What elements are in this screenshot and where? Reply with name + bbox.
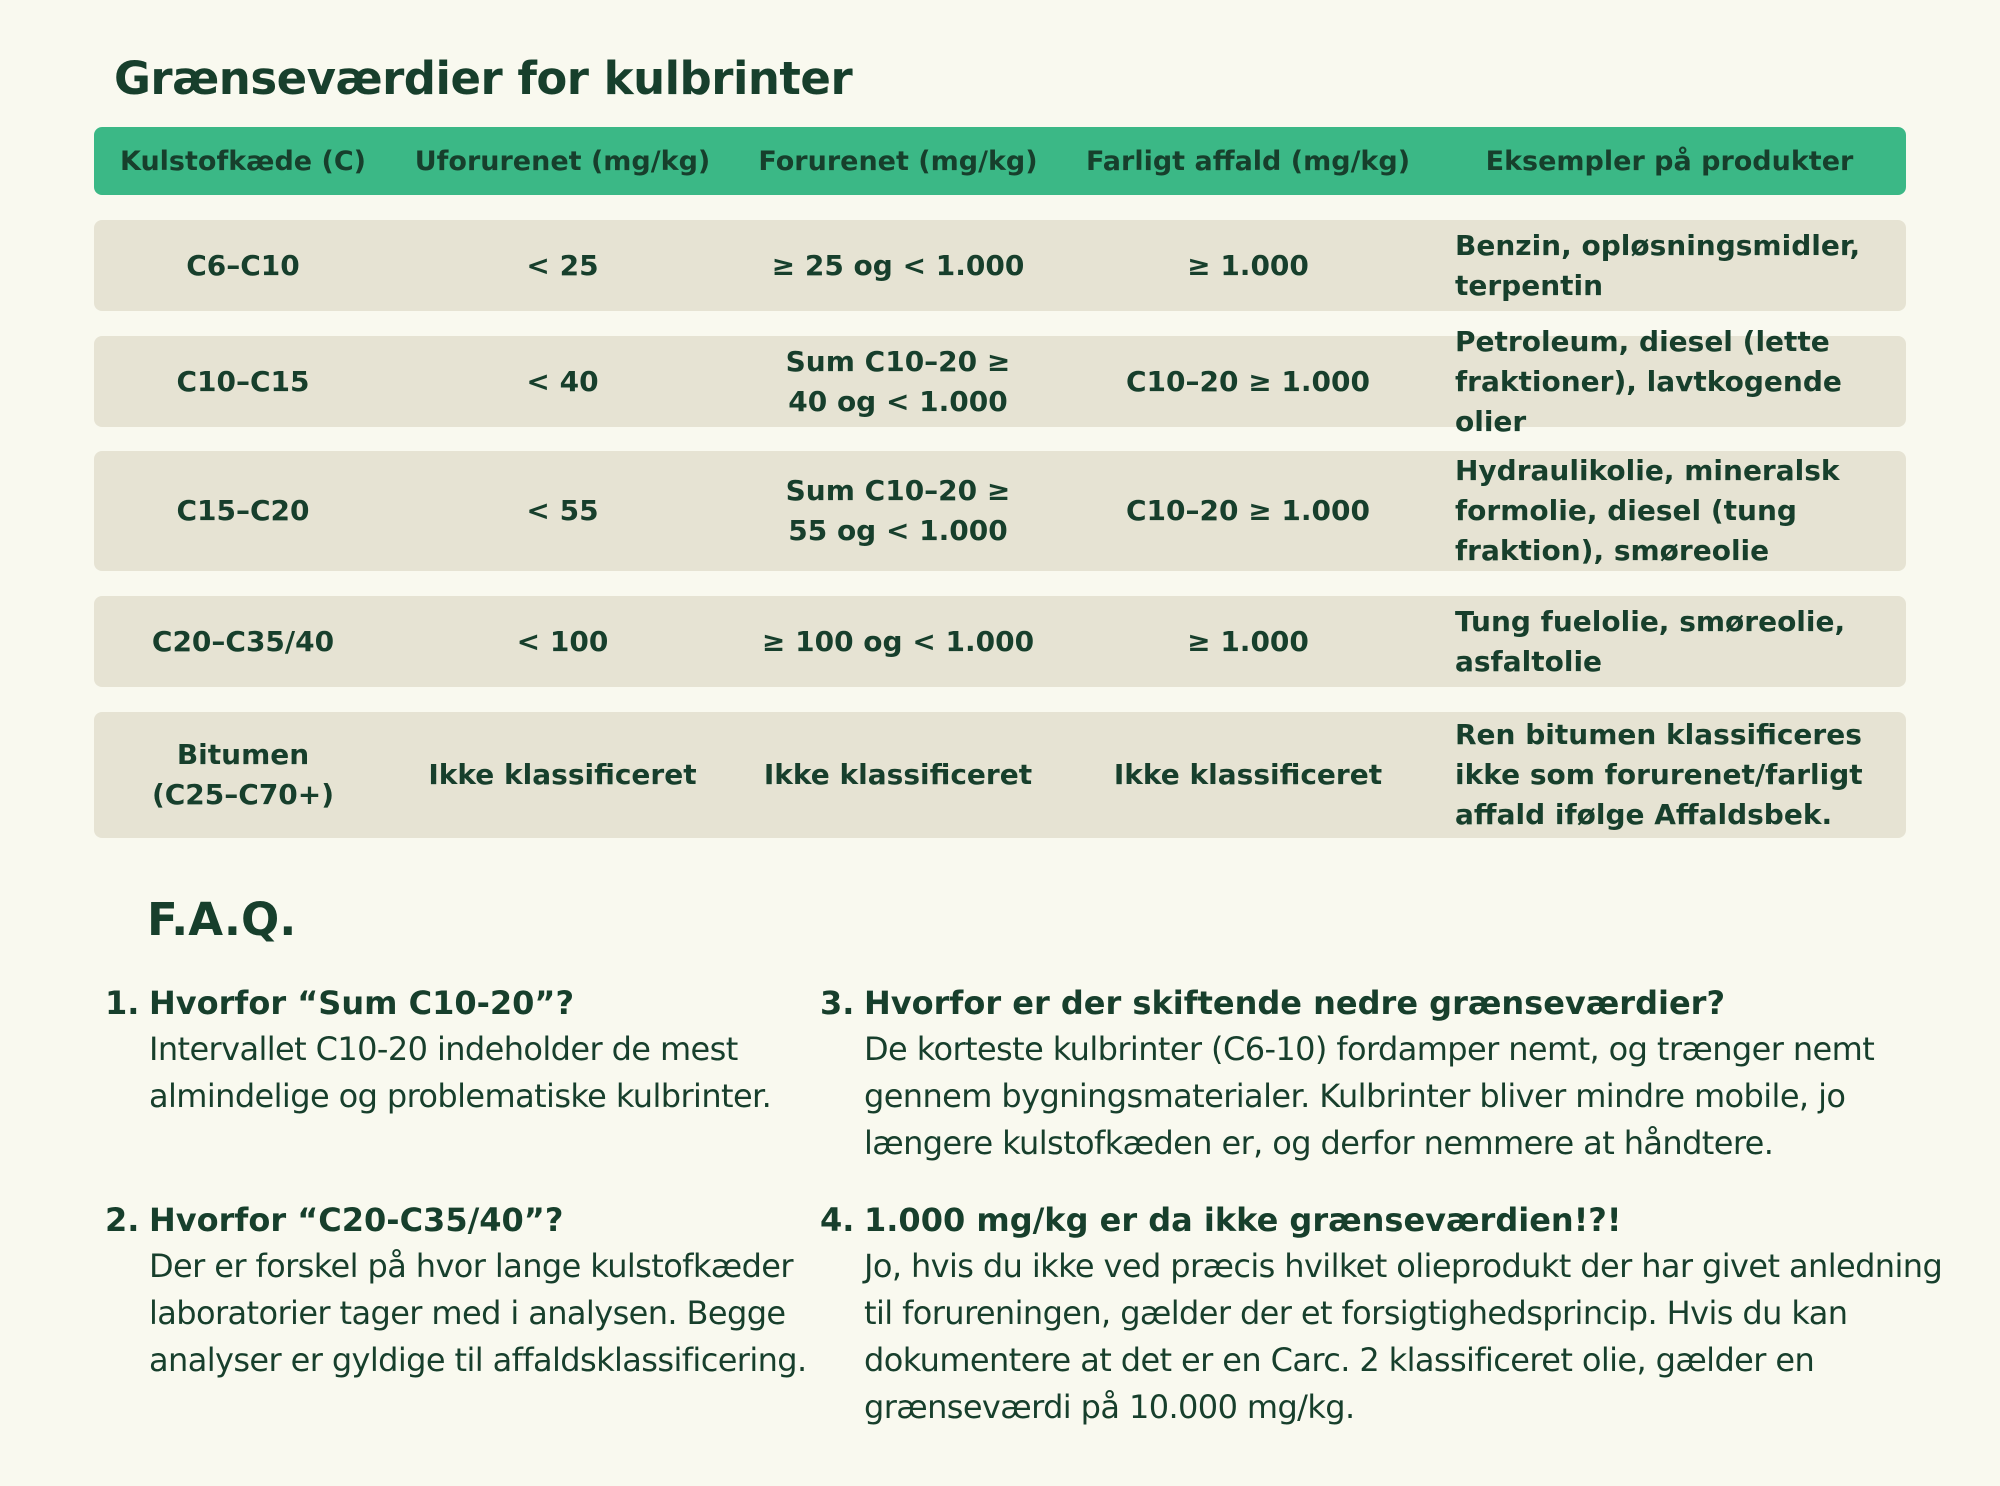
faq-item (105, 980, 825, 1120)
cell-polluted: Ikke klassificeret (763, 758, 1033, 791)
cell-examples: Hydraulikolie, mineralsk formolie, diesel (tung fraktion), smøreolie (1455, 454, 1840, 567)
faq-question (820, 980, 1950, 1026)
cell-hazardous: C10–20 ≥ 1.000 (1125, 364, 1370, 398)
cell-hazardous: ≥ 1.000 (1187, 248, 1309, 282)
cell-polluted: ≥ 100 og < 1.000 (761, 624, 1035, 658)
cell-clean: < 25 (526, 248, 599, 282)
cell-clean: < 55 (526, 494, 599, 527)
faq-question (820, 1197, 1950, 1243)
faq-question-text: Hvorfor “C20-C35/40”? (149, 1201, 564, 1239)
cell-polluted: Sum C10–20 ≥ 40 og < 1.000 (785, 344, 1011, 418)
table-row (94, 712, 1906, 838)
cell-chain: C15–C20 (176, 494, 310, 527)
cell-chain: C10–C15 (176, 364, 310, 398)
header-polluted: Forurenet (mg/kg) (758, 145, 1038, 177)
cell-examples: Benzin, opløsningsmidler, terpentin (1455, 228, 1861, 302)
cell-polluted: ≥ 25 og < 1.000 (771, 248, 1025, 282)
faq-question (105, 980, 825, 1026)
table-header-row (94, 127, 1906, 195)
cell-examples: Tung fuelolie, smøreolie, asfaltolie (1455, 604, 1846, 678)
cell-chain: C6–C10 (186, 248, 300, 282)
faq-question-text: 1.000 mg/kg er da ikke grænseværdien!?! (864, 1201, 1622, 1239)
faq-answer: De korteste kulbrinter (C6-10) fordamper nemt, og trænger nemt gennem bygningsmaterialer. Kulbrinter bliver mindre mobile, jo længere kulstofkæden er, og derfor nemmere at håndtere. (864, 1030, 1875, 1162)
faq-answer: Der er forskel på hvor lange kulstofkæder laboratorier tager med i analysen. Begge analyser er gyldige til affaldsklassificering. (149, 1247, 807, 1379)
cell-polluted: Sum C10–20 ≥ 55 og < 1.000 (785, 474, 1011, 547)
faq-title: F.A.Q. (147, 893, 297, 946)
cell-chain: C20–C35/40 (151, 624, 335, 658)
faq-item (820, 980, 1950, 1167)
faq-answer: Intervallet C10-20 indeholder de mest almindelige og problematiske kulbrinter. (149, 1030, 772, 1115)
table-row (94, 451, 1906, 571)
faq-item (105, 1197, 825, 1384)
table-row (94, 220, 1906, 311)
faq-number: 2. (105, 1201, 140, 1239)
header-clean: Uforurenet (mg/kg) (414, 145, 711, 177)
cell-hazardous: C10–20 ≥ 1.000 (1125, 494, 1370, 527)
cell-chain: Bitumen (C25–C70+) (151, 738, 335, 811)
table-row (94, 596, 1906, 687)
faq-question-text: Hvorfor “Sum C10-20”? (149, 984, 574, 1022)
table-row (94, 324, 1906, 438)
cell-clean: < 100 (516, 624, 609, 658)
faq-number: 4. (820, 1201, 855, 1239)
cell-clean: < 40 (526, 364, 599, 398)
cell-hazardous: ≥ 1.000 (1187, 624, 1309, 658)
faq-question (105, 1197, 825, 1243)
faq-question-text: Hvorfor er der skiftende nedre grænseværdier? (864, 984, 1725, 1022)
page-title: Grænseværdier for kulbrinter (114, 52, 853, 105)
cell-hazardous: Ikke klassificeret (1113, 758, 1383, 791)
faq-number: 3. (820, 984, 855, 1022)
header-examples: Eksempler på produkter (1485, 145, 1854, 177)
faq-answer: Jo, hvis du ikke ved præcis hvilket olieprodukt der har givet anledning til forureningen, gælder der et forsigtighedsprincip. Hvis du kan dokumentere at det er en Carc. 2 klassificeret olie, gælder en grænseværdi på 10.000 mg/kg. (864, 1247, 1943, 1426)
header-chain: Kulstofkæde (C) (120, 145, 366, 177)
cell-clean: Ikke klassificeret (428, 758, 697, 791)
cell-examples: Ren bitumen klassificeres ikke som forurenet/farligt affald ifølge Affaldsbek. (1455, 718, 1863, 831)
faq-item (820, 1197, 1950, 1431)
cell-examples: Petroleum, diesel (lette fraktioner), lavtkogende olier (1455, 324, 1842, 438)
header-hazardous: Farligt affald (mg/kg) (1085, 145, 1411, 177)
faq-number: 1. (105, 984, 140, 1022)
